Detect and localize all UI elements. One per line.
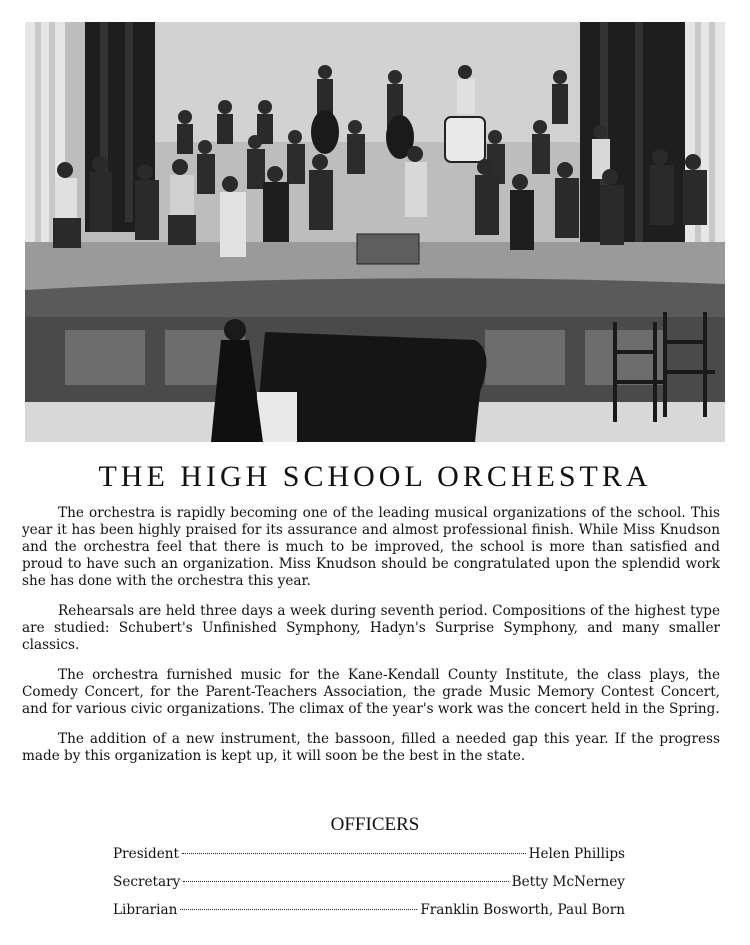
officers-list [113,846,625,930]
officer-role: President [113,846,179,862]
paragraph: The addition of a new instrument, the bassoon, filled a needed gap this year. If the progress made by this organization is kept up, it will soon be the best in the state. [22,731,720,764]
officer-name: Franklin Bosworth, Paul Born [420,902,625,918]
dotted-leader [183,881,508,882]
dotted-leader [180,909,417,910]
officer-name: Helen Phillips [528,846,625,862]
orchestra-photo-illustration [25,22,725,442]
paragraph: The orchestra is rapidly becoming one of the leading musical organizations of the school. This year it has been highly praised for its assurance and almost professional finish. While Miss Knudson and the orchestra feel that there is much to be improved, the school is more than satisfied and proud to have such an organization. Miss Knudson should be congratulated upon the splendid work she has done with the orchestra this year. [22,505,720,589]
officer-row-librarian [113,902,625,930]
paragraph: Rehearsals are held three days a week during seventh period. Compositions of the highest type are studied: Schubert's Unfinished Symphony, Hadyn's Surprise Symphony, and many smaller classics. [22,603,720,653]
officer-role: Secretary [113,874,181,890]
page-title: THE HIGH SCHOOL ORCHESTRA [98,460,652,493]
article-body [22,505,720,778]
officer-row-secretary [113,874,625,902]
dotted-leader [182,853,526,854]
officer-name: Betty McNerney [511,874,625,890]
officers-heading: OFFICERS [330,814,420,835]
officer-role: Librarian [113,902,178,918]
paragraph: The orchestra furnished music for the Kane-Kendall County Institute, the class plays, the Comedy Concert, for the Parent-Teachers Association, the grade Music Memory Contest Concert, and for various civic organizations. The climax of the year's work was the concert held in the Spring. [22,667,720,717]
orchestra-photo [25,22,725,442]
officer-row-president [113,846,625,874]
